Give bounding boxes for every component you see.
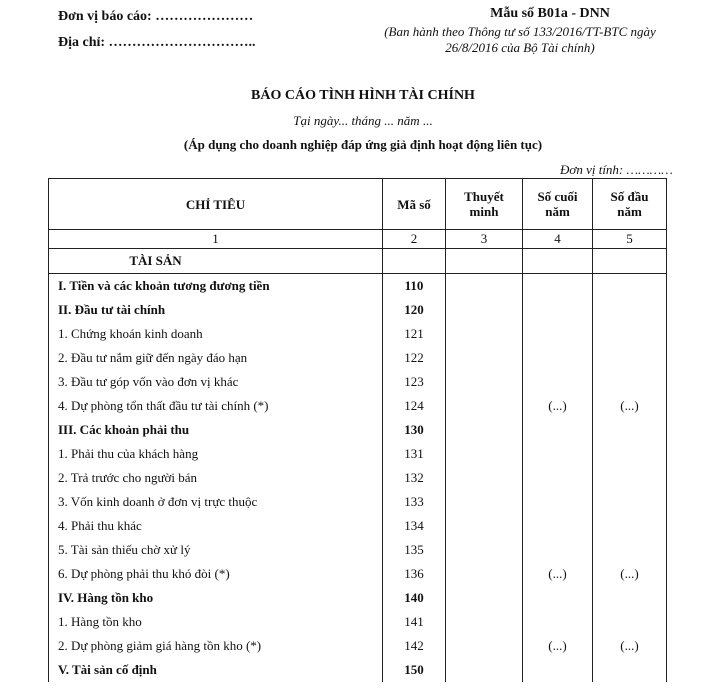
row-code: 124 <box>383 394 446 418</box>
table-row <box>49 562 667 586</box>
section-title: TÀI SẢN <box>49 249 383 274</box>
empty-cell <box>446 249 523 274</box>
row-end-of-year-value <box>523 418 593 442</box>
row-end-of-year-value <box>523 274 593 299</box>
row-indicator-name: 1. Hàng tồn kho <box>49 610 383 634</box>
row-note <box>446 466 523 490</box>
row-beginning-of-year-value <box>593 466 667 490</box>
table-row <box>49 538 667 562</box>
row-code: 130 <box>383 418 446 442</box>
financial-position-table <box>48 178 667 682</box>
report-date-line: Tại ngày... tháng ... năm ... <box>293 113 433 128</box>
row-code: 134 <box>383 514 446 538</box>
row-indicator-name: I. Tiền và các khoản tương đương tiền <box>49 274 383 299</box>
empty-cell <box>383 249 446 274</box>
column-number: 3 <box>446 230 523 249</box>
form-code: Mẫu số B01a - DNN <box>490 6 610 21</box>
row-note <box>446 322 523 346</box>
row-code: 123 <box>383 370 446 394</box>
row-indicator-name: III. Các khoản phải thu <box>49 418 383 442</box>
row-indicator-name: 2. Dự phòng giảm giá hàng tồn kho (*) <box>49 634 383 658</box>
row-end-of-year-value <box>523 442 593 466</box>
row-indicator-name: 3. Vốn kinh doanh ở đơn vị trực thuộc <box>49 490 383 514</box>
row-code: 135 <box>383 538 446 562</box>
column-number-row <box>49 230 667 249</box>
row-beginning-of-year-value <box>593 610 667 634</box>
table-row <box>49 586 667 610</box>
row-end-of-year-value <box>523 370 593 394</box>
reporting-unit-label: Đơn vị báo cáo: ………………… <box>58 9 254 24</box>
row-end-of-year-value <box>523 490 593 514</box>
row-end-of-year-value <box>523 514 593 538</box>
row-note <box>446 418 523 442</box>
row-note <box>446 274 523 299</box>
table-row <box>49 514 667 538</box>
row-code: 131 <box>383 442 446 466</box>
applicability-note: (Áp dụng cho doanh nghiệp đáp ứng giả định hoạt động liên tục) <box>183 137 543 152</box>
row-indicator-name: 3. Đầu tư góp vốn vào đơn vị khác <box>49 370 383 394</box>
row-end-of-year-value <box>523 658 593 682</box>
column-header-end-of-year: Số cuối năm <box>523 179 593 230</box>
row-beginning-of-year-value: (...) <box>593 394 667 418</box>
row-end-of-year-value <box>523 298 593 322</box>
row-note <box>446 586 523 610</box>
column-number: 5 <box>593 230 667 249</box>
row-beginning-of-year-value <box>593 322 667 346</box>
table-header-row <box>49 179 667 230</box>
row-beginning-of-year-value <box>593 274 667 299</box>
row-code: 150 <box>383 658 446 682</box>
row-end-of-year-value <box>523 610 593 634</box>
row-code: 142 <box>383 634 446 658</box>
column-number: 1 <box>49 230 383 249</box>
row-code: 141 <box>383 610 446 634</box>
table-row <box>49 466 667 490</box>
empty-cell <box>593 249 667 274</box>
column-number: 4 <box>523 230 593 249</box>
table-row <box>49 394 667 418</box>
row-indicator-name: 4. Dự phòng tổn thất đầu tư tài chính (*) <box>49 394 383 418</box>
column-header-code: Mã số <box>383 179 446 230</box>
row-beginning-of-year-value <box>593 298 667 322</box>
row-end-of-year-value: (...) <box>523 562 593 586</box>
section-row-assets <box>49 249 667 274</box>
row-end-of-year-value <box>523 538 593 562</box>
table-row <box>49 274 667 299</box>
table-row <box>49 346 667 370</box>
row-code: 140 <box>383 586 446 610</box>
row-indicator-name: IV. Hàng tồn kho <box>49 586 383 610</box>
row-indicator-name: 6. Dự phòng phải thu khó đòi (*) <box>49 562 383 586</box>
row-note <box>446 514 523 538</box>
row-code: 132 <box>383 466 446 490</box>
table-row <box>49 298 667 322</box>
row-beginning-of-year-value <box>593 370 667 394</box>
row-end-of-year-value <box>523 466 593 490</box>
table-row <box>49 370 667 394</box>
column-header-indicator: CHỈ TIÊU <box>49 179 383 230</box>
empty-cell <box>523 249 593 274</box>
row-indicator-name: 2. Trả trước cho người bán <box>49 466 383 490</box>
row-code: 133 <box>383 490 446 514</box>
row-beginning-of-year-value <box>593 418 667 442</box>
table-row <box>49 658 667 682</box>
row-indicator-name: 5. Tài sản thiếu chờ xử lý <box>49 538 383 562</box>
row-note <box>446 298 523 322</box>
row-beginning-of-year-value <box>593 514 667 538</box>
report-title: BÁO CÁO TÌNH HÌNH TÀI CHÍNH <box>251 88 475 103</box>
row-beginning-of-year-value: (...) <box>593 634 667 658</box>
row-code: 136 <box>383 562 446 586</box>
row-indicator-name: 1. Chứng khoán kinh doanh <box>49 322 383 346</box>
row-note <box>446 538 523 562</box>
row-beginning-of-year-value <box>593 442 667 466</box>
row-note <box>446 394 523 418</box>
row-note <box>446 346 523 370</box>
table-row <box>49 442 667 466</box>
row-beginning-of-year-value <box>593 658 667 682</box>
row-note <box>446 562 523 586</box>
row-indicator-name: V. Tài sản cố định <box>49 658 383 682</box>
row-beginning-of-year-value: (...) <box>593 562 667 586</box>
row-end-of-year-value: (...) <box>523 634 593 658</box>
column-header-note: Thuyết minh <box>446 179 523 230</box>
table-row <box>49 610 667 634</box>
row-beginning-of-year-value <box>593 586 667 610</box>
row-end-of-year-value <box>523 322 593 346</box>
table-row <box>49 634 667 658</box>
row-note <box>446 490 523 514</box>
row-beginning-of-year-value <box>593 538 667 562</box>
row-note <box>446 610 523 634</box>
column-number: 2 <box>383 230 446 249</box>
table-row <box>49 418 667 442</box>
table-row <box>49 490 667 514</box>
row-indicator-name: II. Đầu tư tài chính <box>49 298 383 322</box>
row-beginning-of-year-value <box>593 346 667 370</box>
row-end-of-year-value <box>523 346 593 370</box>
address-label: Địa chỉ: ………………………….. <box>58 35 256 50</box>
row-code: 120 <box>383 298 446 322</box>
row-indicator-name: 1. Phải thu của khách hàng <box>49 442 383 466</box>
row-note <box>446 370 523 394</box>
row-code: 110 <box>383 274 446 299</box>
row-code: 122 <box>383 346 446 370</box>
column-header-beginning-of-year: Số đầu năm <box>593 179 667 230</box>
issued-by-note: (Ban hành theo Thông tư số 133/2016/TT-BTC ngày 26/8/2016 của Bộ Tài chính) <box>384 24 656 55</box>
row-end-of-year-value <box>523 586 593 610</box>
row-indicator-name: 4. Phải thu khác <box>49 514 383 538</box>
row-end-of-year-value: (...) <box>523 394 593 418</box>
currency-unit-label: Đơn vị tính: ………… <box>560 162 673 177</box>
row-indicator-name: 2. Đầu tư nắm giữ đến ngày đáo hạn <box>49 346 383 370</box>
row-note <box>446 634 523 658</box>
table-row <box>49 322 667 346</box>
row-code: 121 <box>383 322 446 346</box>
row-beginning-of-year-value <box>593 490 667 514</box>
row-note <box>446 442 523 466</box>
row-note <box>446 658 523 682</box>
